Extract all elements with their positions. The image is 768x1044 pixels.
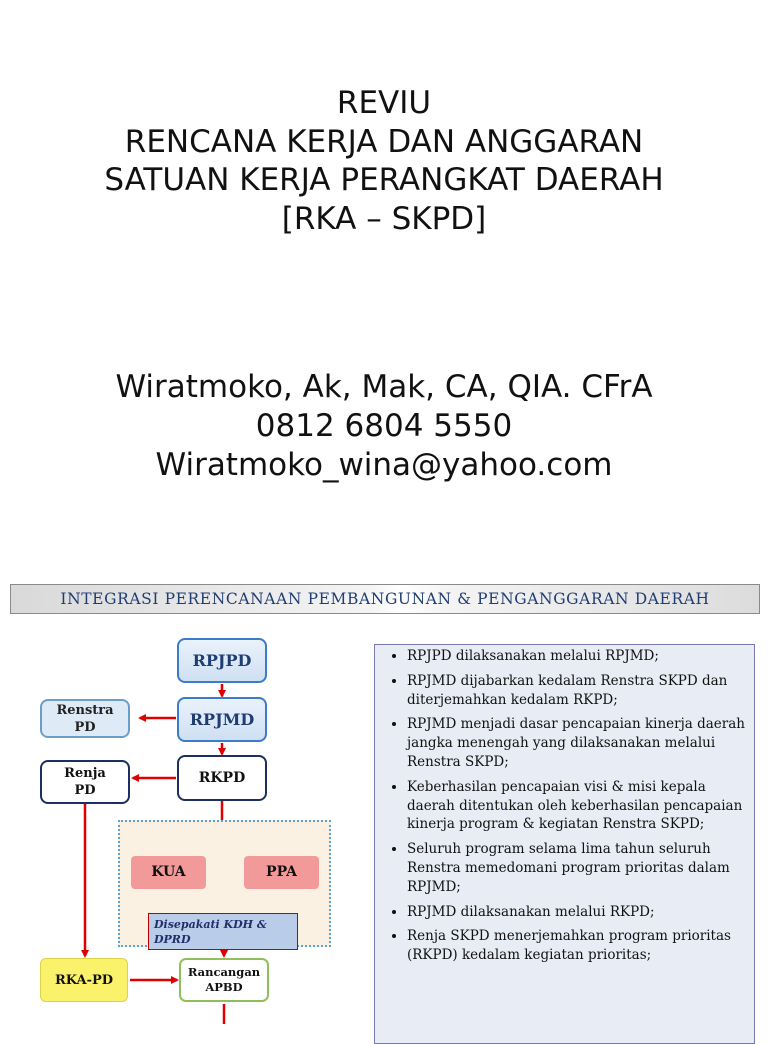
rancangan-apbd-node: Rancangan APBD (179, 958, 269, 1002)
cover-title-line: RENCANA KERJA DAN ANGGARAN (124, 123, 644, 160)
cover-title-line: SATUAN KERJA PERANGKAT DAERAH (104, 162, 664, 198)
rka-pd-node: RKA-PD (40, 958, 128, 1002)
explanation-box (374, 644, 755, 1044)
cover-title-line: [RKA – SKPD] (281, 200, 487, 237)
author-phone: 0812 6804 5550 (255, 408, 513, 444)
rpjmd-node: RPJMD (177, 697, 267, 742)
author-name: Wiratmoko, Ak, Mak, CA, QIA. CFrA (115, 369, 653, 405)
renja-node: Renja PD (40, 760, 130, 804)
list-item: • RPJPD dilaksanakan melalui RPJMD; (407, 647, 748, 666)
author-email: Wiratmoko_wina@yahoo.com (155, 447, 613, 483)
rpjpd-node: RPJPD (177, 638, 267, 683)
list-item: • RPJMD menjadi dasar pencapaian kinerja daerah jangka menengah yang dilaksanakan melalui Renstra SKPD; (407, 715, 748, 771)
list-item: • Keberhasilan pencapaian visi & misi kepala daerah ditentukan oleh keberhasilan pencapaian kinerja program & kegiatan Renstra SKPD; (407, 778, 748, 834)
author-info (0, 368, 768, 485)
cover-title-line: REVIU (336, 85, 432, 121)
list-item: • RPJMD dilaksanakan melalui RKPD; (407, 903, 748, 922)
list-item: • Renja SKPD menerjemahkan program prioritas (RKPD) kedalam kegiatan prioritas; (407, 927, 748, 965)
rkpd-node: RKPD (177, 755, 267, 801)
kua-node: KUA (131, 856, 206, 889)
ppa-node: PPA (244, 856, 319, 889)
renstra-node: Renstra PD (40, 699, 130, 738)
cover-title (0, 84, 768, 238)
list-item: • RPJMD dijabarkan kedalam Renstra SKPD dan diterjemahkan kedalam RKPD; (407, 672, 748, 710)
banner-title: INTEGRASI PERENCANAAN PEMBANGUNAN & PENGANGGARAN DAERAH (60, 590, 710, 608)
agreed-kdh-dprd: Disepakati KDH & DPRD (148, 913, 298, 950)
integration-slide (0, 548, 768, 1024)
list-item: • Seluruh program selama lima tahun seluruh Renstra memedomani program prioritas dalam RPJMD; (407, 840, 748, 896)
explanation-list (375, 645, 754, 965)
